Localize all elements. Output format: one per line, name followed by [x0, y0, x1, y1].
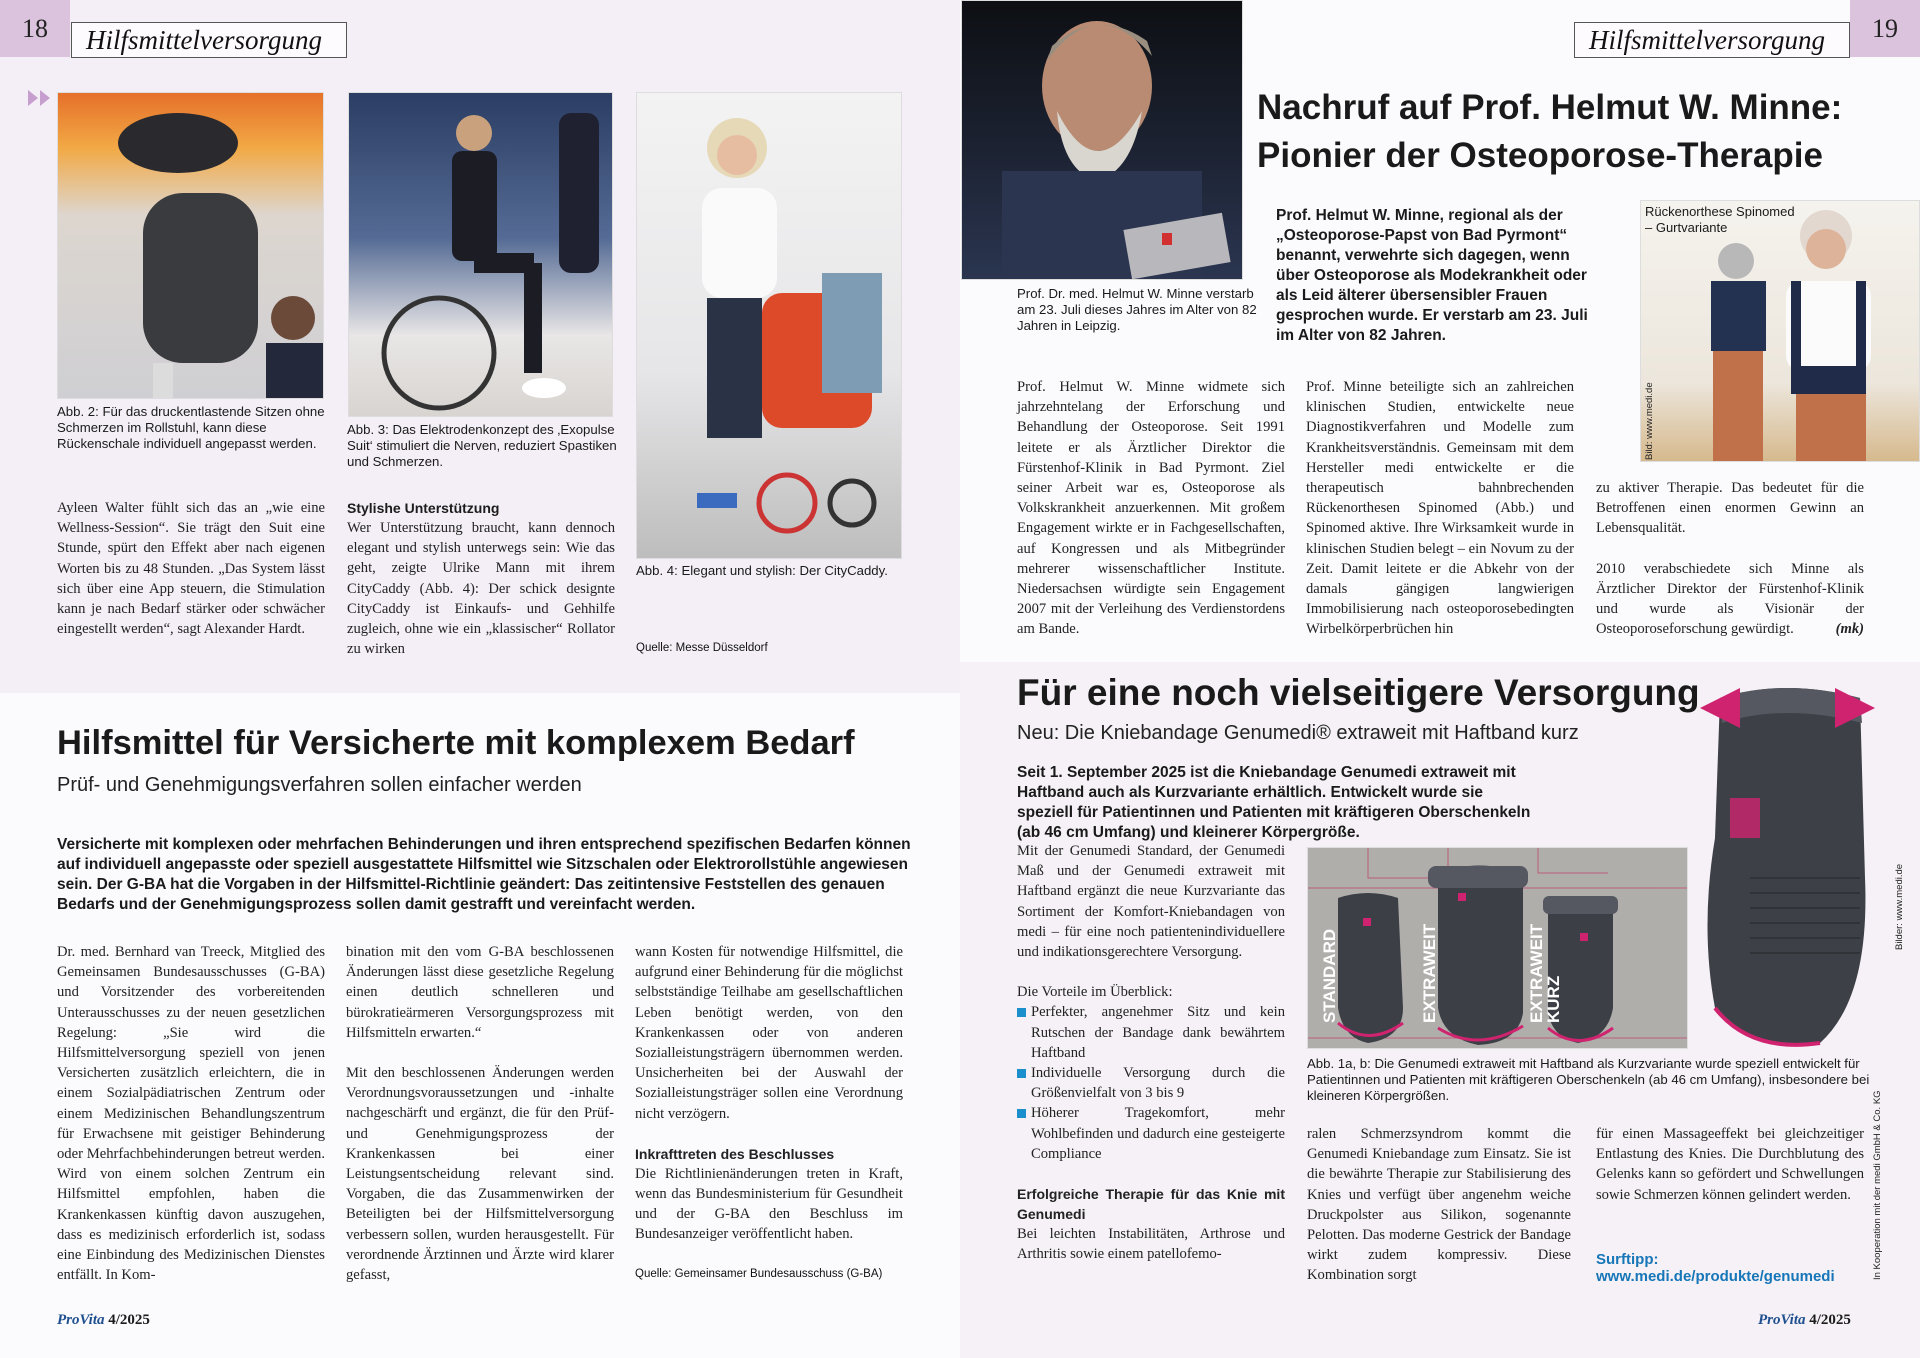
- product-intro: Mit der Genumedi Standard, der Genumedi Maß und der Genumedi extraweit mit Haftband ergänzt die neue Kurzvariante das Sortiment der Komfort-Kniebandagen von medi – für eine noch patientenindividuellere und indikationsgerechtere Versorgung.: [1017, 843, 1285, 961]
- obituary-title-line1: Nachruf auf Prof. Helmut W. Minne:: [1257, 88, 1843, 127]
- product-col-1: [1017, 841, 1285, 1264]
- spinomed-photo-label: Rückenorthese Spinomed – Gurtvariante: [1645, 204, 1795, 235]
- photo-exopulse-suit: [348, 92, 613, 417]
- benefit-item: Perfekter, angenehmer Sitz und kein Rutschen der Bandage dank bewährtem Haftband: [1017, 1002, 1285, 1063]
- benefit-item: Höherer Tragekomfort, mehr Wohlbefinden und dadurch eine gesteigerte Compliance: [1017, 1103, 1285, 1164]
- caption-abb4: Abb. 4: Elegant und stylish: Der CityCaddy.: [636, 563, 888, 578]
- obituary-col-2: Prof. Minne beteiligte sich an zahlreichen klinischen Studien, entwickelte neue Diagnostikverfahren und Modelle zum Krankheitsverständnis. Gemeinsam mit dem Hersteller medi entwickelte er die therapeutisch bahnbrechenden Rückenorthesen Spinomed (Abb.) und Spinomed aktive. Ihre Wirksamkeit wurde in klinischen Studien belegt – ein Novum zu der Zeit. Damit leitete er die Abkehr von der damals gängigen langwierigen Immobilisierung nach osteoporosebedingten Wirbelkörperbrüchen hin: [1306, 379, 1574, 638]
- label-standard: STANDARD: [1320, 928, 1339, 1023]
- source-gba: Quelle: Gemeinsamer Bundesausschuss (G-BA): [635, 1268, 883, 1280]
- caption-abb3: Abb. 3: Das Elektrodenkonzept des ‚Exopulse Suit‘ stimuliert die Nerven, reduziert Spastiken und Schmerzen.: [347, 422, 617, 469]
- obituary-title: [1257, 84, 1842, 180]
- source-messe: Quelle: Messe Düsseldorf: [636, 642, 768, 654]
- product-title: Für eine noch vielseitigere Versorgung: [1017, 672, 1700, 713]
- obituary-col-3-p2-text: 2010 verabschiedete sich Minne als Ärztlicher Direktor der Fürstenhof-Klinik und wurde als Visionär der Osteoporoseforschung gewürdigt.: [1596, 560, 1864, 638]
- subhead-therapy: Erfolgreiche Therapie für das Knie mit Genumedi: [1017, 1186, 1285, 1223]
- text-col-walter: Ayleen Walter fühlt sich das an „wie eine Wellness-Session“. Sie trägt den Suit eine Stunde, spürt den Effekt aber nach eigenen Worten bis zu 48 Stunden. „Das System lässt sich über eine App steuern, die Stimulation kann je nach Bedarf stärker oder schwächer eingestellt werden“, sagt Alexander Hardt.: [57, 500, 325, 638]
- article-col-2-p1: bination mit den vom G-BA beschlossenen Änderungen lässt diese gesetzliche Regelung einen deutlich schnelleren und bürokratieärmeren Versorgungsprozess mit Hilfsmitteln erwarten.“: [346, 944, 614, 1041]
- obituary-col-3-p2: [1596, 559, 1864, 640]
- article-col-2: [346, 942, 614, 1285]
- article-col-1: Dr. med. Bernhard van Treeck, Mitglied des Gemeinsamen Bundesausschusses (G-BA) und Vorsitzender des vorbereitenden Unterausschusses zu der neuen gesetzlichen Regelung: „Sie wird die Hilfsmittelversorgung speziell von jenen Versicherten zusätzlich erleichtern, die in einem Sozialpädiatrischen Zentrum oder einem Medizinischen Behandlungszentrum für Erwachsene mit geistiger Behinderung oder Mehrfachbehinderungen betreut werden. Wird von einem solchen Zentrum ein Hilfsmittel empfohlen, haben die Krankenkassen künftig davon auszugehen, dass es medizinisch erforderlich ist, sodass eine Einbindung des Medizinischen Dienstes entfällt. In Kom-: [57, 944, 325, 1284]
- subhead-inkrafttreten: Inkrafttreten des Beschlusses: [635, 1145, 835, 1162]
- photo-spinomed: [1640, 200, 1920, 462]
- photo-wheelchair-backrest: [57, 92, 324, 399]
- footer-right: [1758, 1312, 1851, 1329]
- double-arrow-icon: [28, 90, 54, 106]
- article-title: Hilfsmittel für Versicherte mit komplexem Bedarf: [57, 724, 855, 762]
- photo-knee-comparison: [1307, 847, 1688, 1049]
- spinomed-photo-credit: Bild: www.medi.de: [1644, 382, 1655, 460]
- label-extraweit: EXTRAWEIT: [1420, 923, 1439, 1023]
- author-initials: (mk): [1835, 621, 1864, 638]
- footer-brand: ProVita: [57, 1312, 105, 1328]
- subhead-stylishe-unterstuetzung: Stylishe Unterstützung: [347, 500, 500, 516]
- article-lead: Versicherte mit komplexen oder mehrfachen Behinderungen und ihren entsprechend spezifischen Bedarfen können auf individuell angepasste oder speziell ausgestattete Hilfsmittel wie Sitzschalen oder Elektrorollstühle angewiesen sein. Der G-BA hat die Vorgaben in der Hilfsmittel-Richtlinie geändert: Das zeitintensive Feststellen des genauen Bedarfs und der Genehmigungsprozess sollen damit gestrafft und vereinfacht werden.: [57, 836, 911, 913]
- obituary-lead: Prof. Helmut W. Minne, regional als der „Osteoporose-Papst von Bad Pyrmont“ benannt, verwehrte sich dagegen, wenn über Osteoporose als Modekrankheit oder als Leid älterer übersensibler Frauen gesprochen wurde. Er verstarb am 23. Juli im Alter von 82 Jahren.: [1276, 207, 1588, 344]
- page-number-right: 19: [1850, 0, 1920, 57]
- product-subtitle: Neu: Die Kniebandage Genumedi® extraweit mit Haftband kurz: [1017, 722, 1579, 744]
- text-col-citycaddy: Wer Unterstützung braucht, kann dennoch elegant und stylish unterwegs sein: Wie das geht, zeigte Ulrike Mann mit ihrem CityCaddy (Abb. 4): Der schick designte CityCaddy ist Einkaufs- und Gehhilfe zugleich, ohne wie ein „klassischer“ Rollator zu wirken: [347, 520, 615, 658]
- surftipp-link[interactable]: Surftipp: www.medi.de/produkte/genumedi: [1596, 1251, 1835, 1285]
- label-extraweit-kurz: EXTRAWEIT KURZ: [1527, 923, 1563, 1023]
- article-col-2-p2: Mit den beschlossenen Änderungen werden Verordnungsvoraussetzungen und -inhalte nachgeschärft und ergänzt, die für den Prüf- und Genehmigungsprozess der Krankenkassen bei einer Leistungsentscheidung relevant sind. Vorgaben, die das Zusammenwirken der Beteiligten bei der Hilfsmittelversorgung verbessern sollen, wurden herausgestellt. Für verordnende Ärztinnen und Ärzte wird klarer gefasst,: [346, 1065, 614, 1284]
- caption-abb2: Abb. 2: Für das druckentlastende Sitzen ohne Schmerzen im Rollstuhl, kann diese Rückenschale individuell angepasst werden.: [57, 404, 325, 451]
- article-col-3: [635, 942, 903, 1245]
- obituary-col-1: Prof. Helmut W. Minne widmete sich jahrzehntelang der Erforschung und Behandlung der Osteoporose. Seit 1991 leitete er als Ärztlicher Direktor die Fürstenhof-Klinik in Bad Pyrmont. Ziel seiner Arbeit war es, Osteoporose als Volkskrankheit anzuerkennen. Mit großem Engagement wirkte er in Fachgesellschaften, auf Kongressen und als Mitbegründer mehrerer wissenschaftlicher Institute. Niedersachsen würdigte sein Engagement 2007 mit der Verleihung des Verdienstordens am Bande.: [1017, 379, 1285, 638]
- photo-knee-bandage-large: [1690, 678, 1885, 1053]
- article-col-3-p2: Die Richtlinienänderungen treten in Kraft, wenn das Bundesministerium für Gesundheit und der G-BA den Beschluss im Bundesanzeiger veröffentlicht haben.: [635, 1165, 903, 1243]
- article-col-3-p1: wann Kosten für notwendige Hilfsmittel, die aufgrund einer Behinderung für die möglichst selbstständige Teilhabe am gesellschaftlichen Leben benötigt werden, von den Krankenkassen oder von anderen Sozialleistungsträgern übernommen werden. Unsicherheiten bei der Auswahl der Sozialleistungsträger sollen eine Verordnung nicht verzögern.: [635, 944, 903, 1122]
- caption-minne-photo: Prof. Dr. med. Helmut W. Minne verstarb am 23. Juli dieses Jahres im Alter von 82 Jahren in Leipzig.: [1017, 286, 1257, 333]
- benefits-list: [1017, 1002, 1285, 1164]
- photo-citycaddy: [636, 92, 902, 559]
- obituary-col-3-p1: zu aktiver Therapie. Das bedeutet für die Betroffenen einen enormen Gewinn an Lebensqualität.: [1596, 480, 1864, 537]
- article-subtitle: Prüf- und Genehmigungsverfahren sollen einfacher werden: [57, 774, 582, 796]
- product-lead: Seit 1. September 2025 ist die Kniebandage Genumedi extraweit mit Haftband auch als Kurzvariante erhältlich. Entwickelt wurde sie speziell für Patientinnen und Patienten mit kräftigeren Oberschenkeln (ab 46 cm Umfang) und kleinerer Körpergröße.: [1017, 764, 1531, 841]
- cooperation-note: In Kooperation mit der medi GmbH & Co. KG: [1872, 1090, 1883, 1280]
- therapy-text: Bei leichten Instabilitäten, Arthrose und Arthritis sowie einem patellofemo-: [1017, 1226, 1285, 1263]
- obituary-col-3: [1596, 478, 1864, 639]
- footer-issue: 4/2025: [1809, 1312, 1851, 1328]
- benefits-heading: Die Vorteile im Überblick:: [1017, 984, 1173, 1001]
- photo-prof-minne: [961, 0, 1243, 280]
- running-head-right: Hilfsmittelversorgung: [1574, 22, 1850, 58]
- footer-left: [57, 1312, 150, 1329]
- obituary-title-line2: Pionier der Osteoporose-Therapie: [1257, 136, 1823, 175]
- benefit-item: Individuelle Versorgung durch die Größenvielfalt von 3 bis 9: [1017, 1063, 1285, 1103]
- page-number-left: 18: [0, 0, 70, 57]
- photo-credit-bilder: Bilder: www.medi.de: [1894, 863, 1905, 950]
- running-head-left: Hilfsmittelversorgung: [71, 22, 347, 58]
- product-col-3: für einen Massageeffekt bei gleichzeitiger Entlastung des Knies. Die Durchblutung des Gelenks kann so gefördert und Schwellungen sowie Schmerzen können gelindert werden.: [1596, 1126, 1864, 1203]
- footer-issue: 4/2025: [108, 1312, 150, 1328]
- footer-brand: ProVita: [1758, 1312, 1806, 1328]
- caption-abb1: Abb. 1a, b: Die Genumedi extraweit mit Haftband als Kurzvariante wurde speziell entwickelt für Patientinnen und Patienten mit kräftigeren Oberschenkeln (ab 46 cm Umfang), insbesondere bei kleineren Körpergrößen.: [1307, 1056, 1870, 1103]
- product-col-2: ralen Schmerzsyndrom kommt die Genumedi Kniebandage zum Einsatz. Sie ist die bewährte Therapie zur Stabilisierung des Knies und verfügt über angenehm weiche Druckpolster aus Silikon, sogenannte Pelotten. Das moderne Gestrick der Bandage wirkt zudem kompressiv. Diese Kombination sorgt: [1307, 1126, 1571, 1284]
